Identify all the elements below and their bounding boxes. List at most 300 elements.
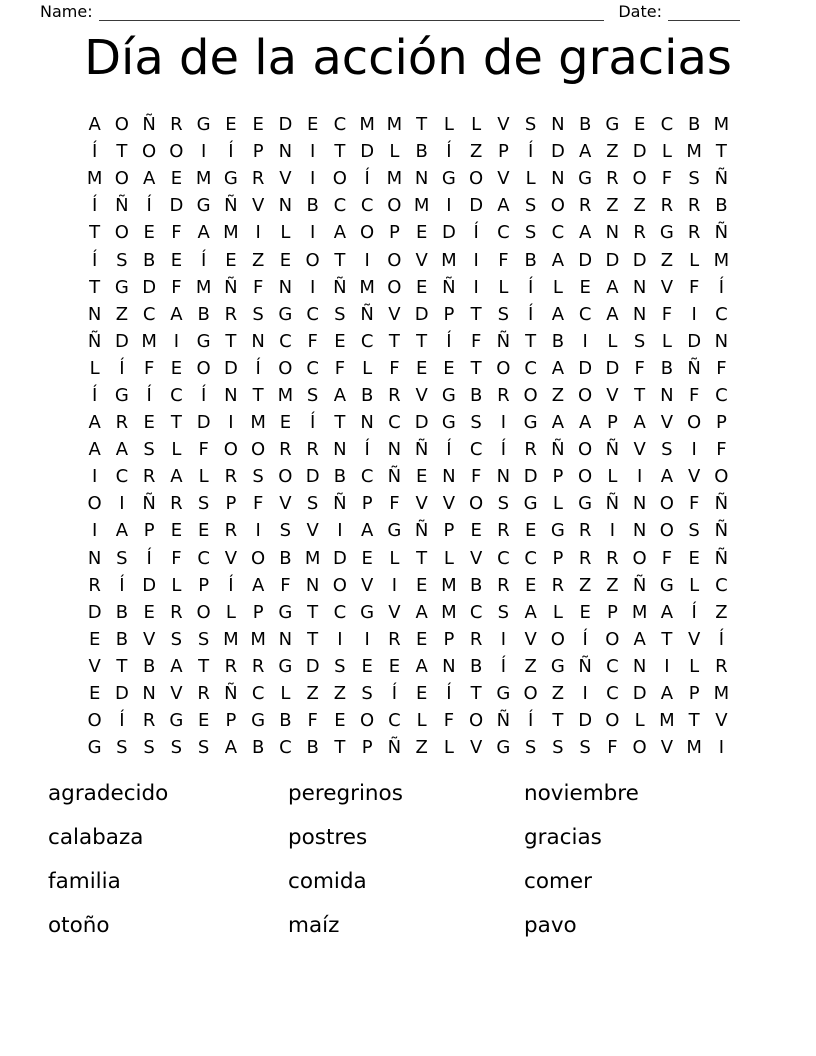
grid-letter-r8-c19[interactable]: C bbox=[578, 303, 592, 325]
grid-letter-r3-c2[interactable]: O bbox=[114, 168, 129, 190]
grid-letter-r19-c2[interactable]: B bbox=[115, 601, 129, 623]
grid-letter-r10-c1[interactable]: L bbox=[89, 357, 100, 379]
grid-letter-r17-c14[interactable]: L bbox=[443, 547, 454, 569]
grid-letter-r14-c5[interactable]: L bbox=[198, 466, 209, 488]
grid-letter-r14-c18[interactable]: P bbox=[552, 466, 564, 488]
grid-letter-r24-c24[interactable]: I bbox=[718, 737, 725, 759]
grid-letter-r8-c17[interactable]: Í bbox=[527, 303, 534, 325]
grid-letter-r24-c23[interactable]: M bbox=[686, 737, 702, 759]
grid-letter-r7-c15[interactable]: I bbox=[473, 276, 479, 298]
grid-letter-r13-c7[interactable]: O bbox=[251, 439, 266, 461]
grid-letter-r15-c3[interactable]: Ñ bbox=[142, 493, 156, 515]
grid-letter-r3-c20[interactable]: R bbox=[606, 168, 619, 190]
grid-letter-r22-c19[interactable]: I bbox=[582, 683, 588, 705]
grid-letter-r14-c4[interactable]: A bbox=[170, 466, 183, 488]
grid-letter-r18-c21[interactable]: Ñ bbox=[632, 574, 647, 596]
grid-letter-r24-c4[interactable]: S bbox=[170, 737, 183, 759]
grid-letter-r16-c2[interactable]: A bbox=[115, 520, 129, 542]
grid-letter-r17-c23[interactable]: E bbox=[688, 547, 700, 569]
grid-letter-r14-c19[interactable]: O bbox=[578, 466, 593, 488]
grid-letter-r7-c20[interactable]: A bbox=[606, 276, 619, 298]
grid-letter-r17-c3[interactable]: Í bbox=[146, 547, 152, 569]
grid-letter-r7-c10[interactable]: Ñ bbox=[333, 276, 347, 298]
grid-letter-r20-c19[interactable]: Í bbox=[582, 628, 588, 650]
grid-letter-r18-c20[interactable]: Z bbox=[606, 574, 619, 596]
grid-letter-r5-c3[interactable]: E bbox=[143, 222, 155, 244]
grid-letter-r10-c18[interactable]: A bbox=[551, 357, 565, 379]
grid-letter-r21-c6[interactable]: R bbox=[224, 655, 238, 677]
grid-letter-r10-c7[interactable]: Í bbox=[255, 357, 261, 379]
grid-letter-r5-c13[interactable]: E bbox=[415, 222, 428, 244]
grid-letter-r20-c22[interactable]: T bbox=[661, 628, 673, 650]
grid-letter-r2-c19[interactable]: A bbox=[578, 141, 592, 163]
grid-letter-r23-c8[interactable]: B bbox=[279, 710, 292, 732]
grid-letter-r9-c4[interactable]: I bbox=[173, 330, 180, 352]
grid-letter-r23-c17[interactable]: Í bbox=[527, 710, 534, 732]
grid-letter-r12-c9[interactable]: Í bbox=[309, 412, 316, 434]
grid-letter-r20-c24[interactable]: Í bbox=[718, 628, 725, 650]
grid-letter-r13-c12[interactable]: N bbox=[387, 439, 402, 461]
grid-letter-r14-c14[interactable]: N bbox=[442, 466, 456, 488]
grid-letter-r8-c14[interactable]: P bbox=[443, 303, 455, 325]
grid-letter-r9-c19[interactable]: I bbox=[582, 330, 588, 352]
grid-letter-r7-c22[interactable]: V bbox=[660, 276, 674, 298]
grid-letter-r5-c11[interactable]: O bbox=[360, 222, 375, 244]
grid-letter-r23-c20[interactable]: O bbox=[605, 710, 620, 732]
grid-letter-r22-c23[interactable]: P bbox=[688, 683, 700, 705]
grid-letter-r6-c7[interactable]: Z bbox=[251, 249, 265, 271]
grid-letter-r16-c10[interactable]: I bbox=[337, 520, 343, 542]
grid-letter-r3-c9[interactable]: I bbox=[309, 168, 316, 190]
grid-letter-r9-c15[interactable]: F bbox=[470, 330, 482, 352]
grid-letter-r15-c11[interactable]: P bbox=[361, 493, 373, 515]
grid-letter-r4-c2[interactable]: Ñ bbox=[115, 195, 129, 217]
grid-letter-r4-c17[interactable]: S bbox=[524, 195, 537, 217]
grid-letter-r13-c23[interactable]: I bbox=[691, 439, 697, 461]
grid-letter-r6-c2[interactable]: S bbox=[116, 249, 128, 271]
grid-letter-r10-c10[interactable]: F bbox=[334, 357, 346, 379]
grid-letter-r7-c21[interactable]: N bbox=[632, 276, 647, 298]
grid-letter-r3-c23[interactable]: S bbox=[688, 168, 700, 190]
grid-letter-r5-c6[interactable]: M bbox=[223, 222, 239, 244]
grid-letter-r6-c11[interactable]: I bbox=[364, 249, 370, 271]
grid-letter-r13-c1[interactable]: A bbox=[88, 439, 101, 461]
grid-letter-r13-c13[interactable]: Ñ bbox=[414, 439, 429, 461]
grid-letter-r7-c1[interactable]: T bbox=[89, 276, 101, 298]
grid-letter-r7-c4[interactable]: F bbox=[171, 276, 182, 298]
grid-letter-r7-c12[interactable]: O bbox=[387, 276, 402, 298]
grid-letter-r16-c21[interactable]: N bbox=[632, 520, 647, 542]
grid-letter-r13-c6[interactable]: O bbox=[223, 439, 238, 461]
grid-letter-r24-c19[interactable]: S bbox=[579, 737, 591, 759]
grid-letter-r5-c2[interactable]: O bbox=[114, 222, 129, 244]
grid-letter-r10-c20[interactable]: D bbox=[605, 357, 620, 379]
grid-letter-r24-c16[interactable]: G bbox=[496, 737, 511, 759]
grid-letter-r22-c7[interactable]: C bbox=[251, 683, 265, 705]
grid-letter-r11-c14[interactable]: G bbox=[441, 384, 456, 406]
grid-letter-r2-c17[interactable]: Í bbox=[527, 141, 534, 163]
grid-letter-r4-c4[interactable]: D bbox=[169, 195, 184, 217]
grid-letter-r22-c5[interactable]: R bbox=[197, 683, 210, 705]
grid-letter-r19-c24[interactable]: Z bbox=[715, 601, 728, 623]
grid-letter-r16-c7[interactable]: I bbox=[255, 520, 261, 542]
grid-letter-r5-c9[interactable]: I bbox=[309, 222, 316, 244]
grid-letter-r22-c2[interactable]: D bbox=[114, 683, 129, 705]
grid-letter-r13-c20[interactable]: Ñ bbox=[605, 439, 620, 461]
grid-letter-r14-c24[interactable]: O bbox=[714, 466, 729, 488]
grid-letter-r8-c24[interactable]: C bbox=[715, 303, 728, 325]
grid-letter-r18-c17[interactable]: E bbox=[524, 574, 537, 596]
grid-letter-r19-c7[interactable]: P bbox=[252, 601, 264, 623]
grid-letter-r12-c4[interactable]: T bbox=[170, 412, 182, 434]
grid-letter-r9-c24[interactable]: N bbox=[714, 330, 729, 352]
grid-letter-r15-c23[interactable]: F bbox=[688, 493, 700, 515]
grid-letter-r2-c2[interactable]: T bbox=[116, 141, 128, 163]
grid-letter-r18-c15[interactable]: B bbox=[469, 574, 483, 596]
grid-letter-r11-c24[interactable]: C bbox=[715, 384, 728, 406]
grid-letter-r17-c12[interactable]: L bbox=[389, 547, 400, 569]
grid-letter-r5-c10[interactable]: A bbox=[333, 222, 347, 244]
grid-letter-r9-c23[interactable]: D bbox=[687, 330, 702, 352]
grid-letter-r7-c18[interactable]: L bbox=[552, 276, 563, 298]
grid-letter-r2-c10[interactable]: T bbox=[334, 141, 346, 163]
grid-letter-r15-c13[interactable]: V bbox=[415, 493, 428, 515]
grid-letter-r17-c18[interactable]: P bbox=[552, 547, 564, 569]
grid-letter-r3-c21[interactable]: O bbox=[632, 168, 647, 190]
grid-letter-r22-c13[interactable]: E bbox=[415, 683, 428, 705]
grid-letter-r19-c11[interactable]: G bbox=[360, 601, 375, 623]
grid-letter-r2-c1[interactable]: Í bbox=[91, 141, 98, 163]
grid-letter-r10-c8[interactable]: O bbox=[278, 357, 293, 379]
grid-letter-r2-c7[interactable]: P bbox=[252, 141, 264, 163]
grid-letter-r23-c1[interactable]: O bbox=[87, 710, 102, 732]
grid-letter-r2-c8[interactable]: N bbox=[278, 141, 293, 163]
grid-letter-r16-c19[interactable]: R bbox=[578, 520, 592, 542]
grid-letter-r23-c21[interactable]: L bbox=[634, 710, 645, 732]
grid-letter-r16-c9[interactable]: V bbox=[306, 520, 319, 542]
grid-letter-r14-c7[interactable]: S bbox=[252, 466, 264, 488]
grid-letter-r11-c18[interactable]: Z bbox=[551, 384, 565, 406]
grid-letter-r20-c20[interactable]: O bbox=[605, 628, 620, 650]
grid-letter-r22-c10[interactable]: Z bbox=[333, 683, 347, 705]
grid-letter-r10-c11[interactable]: L bbox=[362, 357, 373, 379]
grid-letter-r17-c4[interactable]: F bbox=[171, 547, 182, 569]
grid-letter-r19-c21[interactable]: M bbox=[631, 601, 648, 623]
grid-letter-r21-c12[interactable]: E bbox=[388, 655, 401, 677]
grid-letter-r5-c24[interactable]: Ñ bbox=[714, 222, 729, 244]
grid-letter-r20-c2[interactable]: B bbox=[115, 628, 129, 650]
grid-letter-r8-c15[interactable]: T bbox=[470, 303, 482, 325]
grid-letter-r3-c1[interactable]: M bbox=[86, 168, 103, 190]
grid-letter-r7-c13[interactable]: E bbox=[415, 276, 428, 298]
grid-letter-r24-c22[interactable]: V bbox=[660, 737, 674, 759]
grid-letter-r4-c13[interactable]: M bbox=[413, 195, 430, 217]
grid-letter-r5-c20[interactable]: N bbox=[605, 222, 620, 244]
grid-letter-r9-c18[interactable]: B bbox=[551, 330, 565, 352]
grid-letter-r8-c10[interactable]: S bbox=[334, 303, 346, 325]
grid-letter-r19-c20[interactable]: P bbox=[606, 601, 618, 623]
grid-letter-r3-c5[interactable]: M bbox=[195, 168, 212, 190]
grid-letter-r12-c5[interactable]: D bbox=[196, 412, 211, 434]
grid-letter-r18-c1[interactable]: R bbox=[88, 574, 101, 596]
grid-letter-r20-c4[interactable]: S bbox=[170, 628, 183, 650]
grid-letter-r14-c20[interactable]: L bbox=[607, 466, 618, 488]
grid-letter-r8-c4[interactable]: A bbox=[170, 303, 183, 325]
grid-letter-r20-c15[interactable]: R bbox=[469, 628, 483, 650]
grid-letter-r18-c18[interactable]: R bbox=[551, 574, 565, 596]
grid-letter-r18-c4[interactable]: L bbox=[171, 574, 182, 596]
grid-letter-r13-c11[interactable]: Í bbox=[364, 439, 370, 461]
grid-letter-r17-c16[interactable]: C bbox=[497, 547, 510, 569]
grid-letter-r19-c19[interactable]: E bbox=[579, 601, 591, 623]
grid-letter-r6-c12[interactable]: O bbox=[387, 249, 402, 271]
grid-letter-r3-c11[interactable]: Í bbox=[364, 168, 370, 190]
grid-letter-r11-c1[interactable]: Í bbox=[91, 384, 98, 406]
grid-letter-r22-c8[interactable]: L bbox=[280, 683, 291, 705]
grid-letter-r19-c4[interactable]: R bbox=[170, 601, 183, 623]
grid-letter-r15-c17[interactable]: G bbox=[523, 493, 538, 515]
grid-letter-r13-c9[interactable]: R bbox=[306, 439, 319, 461]
grid-letter-r14-c9[interactable]: D bbox=[305, 466, 320, 488]
grid-letter-r13-c3[interactable]: S bbox=[143, 439, 155, 461]
grid-letter-r16-c3[interactable]: P bbox=[143, 520, 155, 542]
grid-letter-r24-c6[interactable]: A bbox=[224, 737, 238, 759]
grid-letter-r15-c24[interactable]: Ñ bbox=[714, 493, 729, 515]
grid-letter-r11-c23[interactable]: F bbox=[688, 384, 700, 406]
grid-letter-r8-c2[interactable]: Z bbox=[115, 303, 129, 325]
grid-letter-r5-c16[interactable]: C bbox=[497, 222, 510, 244]
grid-letter-r12-c1[interactable]: A bbox=[88, 412, 101, 434]
grid-letter-r16-c8[interactable]: S bbox=[279, 520, 292, 542]
grid-letter-r14-c10[interactable]: B bbox=[333, 466, 347, 488]
grid-letter-r20-c8[interactable]: N bbox=[278, 628, 293, 650]
grid-letter-r6-c24[interactable]: M bbox=[713, 249, 730, 271]
grid-letter-r23-c4[interactable]: G bbox=[169, 710, 184, 732]
grid-letter-r21-c21[interactable]: N bbox=[632, 655, 647, 677]
grid-letter-r20-c13[interactable]: E bbox=[415, 628, 428, 650]
grid-letter-r15-c18[interactable]: L bbox=[552, 493, 563, 515]
grid-letter-r24-c17[interactable]: S bbox=[524, 737, 537, 759]
grid-letter-r15-c10[interactable]: Ñ bbox=[333, 493, 347, 515]
grid-letter-r17-c15[interactable]: V bbox=[469, 547, 483, 569]
grid-letter-r21-c23[interactable]: L bbox=[689, 655, 700, 677]
grid-letter-r5-c8[interactable]: L bbox=[280, 222, 291, 244]
grid-letter-r22-c17[interactable]: O bbox=[523, 683, 538, 705]
grid-letter-r2-c18[interactable]: D bbox=[550, 141, 565, 163]
grid-letter-r1-c1[interactable]: A bbox=[88, 114, 101, 136]
grid-letter-r24-c1[interactable]: G bbox=[87, 737, 102, 759]
grid-letter-r11-c9[interactable]: S bbox=[306, 384, 319, 406]
grid-letter-r9-c5[interactable]: G bbox=[196, 330, 211, 352]
grid-letter-r4-c16[interactable]: A bbox=[497, 195, 510, 217]
grid-letter-r15-c8[interactable]: V bbox=[279, 493, 292, 515]
grid-letter-r13-c10[interactable]: N bbox=[333, 439, 347, 461]
grid-letter-r7-c6[interactable]: Ñ bbox=[224, 276, 238, 298]
grid-letter-r19-c1[interactable]: D bbox=[87, 601, 102, 623]
grid-letter-r7-c7[interactable]: F bbox=[252, 276, 264, 298]
grid-letter-r19-c13[interactable]: A bbox=[415, 601, 428, 623]
grid-letter-r7-c5[interactable]: M bbox=[195, 276, 212, 298]
grid-letter-r19-c6[interactable]: L bbox=[225, 601, 236, 623]
grid-letter-r12-c14[interactable]: G bbox=[441, 412, 456, 434]
grid-letter-r18-c22[interactable]: G bbox=[659, 574, 674, 596]
grid-letter-r16-c1[interactable]: I bbox=[91, 520, 98, 542]
grid-letter-r13-c14[interactable]: Í bbox=[446, 439, 452, 461]
grid-letter-r9-c17[interactable]: T bbox=[525, 330, 537, 352]
grid-letter-r16-c13[interactable]: Ñ bbox=[414, 520, 429, 542]
grid-letter-r1-c11[interactable]: M bbox=[359, 114, 375, 136]
grid-letter-r19-c18[interactable]: L bbox=[552, 601, 563, 623]
grid-letter-r15-c12[interactable]: F bbox=[389, 493, 400, 515]
grid-letter-r5-c1[interactable]: T bbox=[89, 222, 101, 244]
grid-letter-r7-c3[interactable]: D bbox=[142, 276, 157, 298]
grid-letter-r22-c3[interactable]: N bbox=[142, 683, 156, 705]
grid-letter-r20-c23[interactable]: V bbox=[687, 628, 701, 650]
grid-letter-r1-c22[interactable]: C bbox=[660, 114, 674, 136]
grid-letter-r9-c10[interactable]: E bbox=[334, 330, 346, 352]
grid-letter-r1-c14[interactable]: L bbox=[443, 114, 454, 136]
grid-letter-r7-c2[interactable]: G bbox=[114, 276, 129, 298]
grid-letter-r1-c8[interactable]: D bbox=[278, 114, 293, 136]
grid-letter-r3-c18[interactable]: N bbox=[551, 168, 565, 190]
grid-letter-r1-c13[interactable]: T bbox=[416, 114, 428, 136]
grid-letter-r7-c23[interactable]: F bbox=[688, 276, 700, 298]
grid-letter-r11-c12[interactable]: R bbox=[388, 384, 401, 406]
grid-letter-r1-c19[interactable]: B bbox=[578, 114, 592, 136]
grid-letter-r13-c19[interactable]: O bbox=[578, 439, 593, 461]
grid-letter-r11-c19[interactable]: O bbox=[578, 384, 593, 406]
grid-letter-r1-c10[interactable]: C bbox=[333, 114, 347, 136]
grid-letter-r17-c6[interactable]: V bbox=[224, 547, 238, 569]
grid-letter-r5-c17[interactable]: S bbox=[524, 222, 537, 244]
grid-letter-r4-c9[interactable]: B bbox=[306, 195, 319, 217]
grid-letter-r8-c20[interactable]: A bbox=[606, 303, 619, 325]
grid-letter-r16-c22[interactable]: O bbox=[659, 520, 674, 542]
grid-letter-r12-c24[interactable]: P bbox=[715, 412, 727, 434]
grid-letter-r7-c8[interactable]: N bbox=[278, 276, 293, 298]
grid-letter-r3-c7[interactable]: R bbox=[251, 168, 265, 190]
grid-letter-r20-c7[interactable]: M bbox=[250, 628, 266, 650]
grid-letter-r8-c1[interactable]: N bbox=[87, 303, 102, 325]
grid-letter-r13-c18[interactable]: Ñ bbox=[551, 439, 565, 461]
grid-letter-r16-c24[interactable]: Ñ bbox=[714, 520, 729, 542]
grid-letter-r24-c9[interactable]: B bbox=[306, 737, 319, 759]
grid-letter-r9-c2[interactable]: D bbox=[114, 330, 129, 352]
grid-letter-r11-c16[interactable]: R bbox=[497, 384, 510, 406]
grid-letter-r4-c10[interactable]: C bbox=[333, 195, 347, 217]
grid-letter-r10-c13[interactable]: E bbox=[415, 357, 428, 379]
grid-letter-r8-c7[interactable]: S bbox=[252, 303, 264, 325]
grid-letter-r19-c10[interactable]: C bbox=[333, 601, 347, 623]
grid-letter-r6-c1[interactable]: Í bbox=[91, 249, 98, 271]
grid-letter-r18-c16[interactable]: R bbox=[497, 574, 510, 596]
grid-letter-r8-c3[interactable]: C bbox=[142, 303, 156, 325]
grid-letter-r23-c12[interactable]: C bbox=[388, 710, 401, 732]
grid-letter-r4-c1[interactable]: Í bbox=[91, 195, 98, 217]
grid-letter-r16-c16[interactable]: R bbox=[497, 520, 510, 542]
grid-letter-r3-c22[interactable]: F bbox=[661, 168, 673, 190]
grid-letter-r16-c23[interactable]: S bbox=[688, 520, 700, 542]
grid-letter-r17-c17[interactable]: C bbox=[524, 547, 537, 569]
grid-letter-r17-c19[interactable]: R bbox=[578, 547, 592, 569]
grid-letter-r4-c5[interactable]: G bbox=[196, 195, 211, 217]
grid-letter-r3-c12[interactable]: M bbox=[386, 168, 403, 190]
grid-letter-r22-c21[interactable]: D bbox=[632, 683, 647, 705]
grid-letter-r10-c15[interactable]: T bbox=[470, 357, 482, 379]
grid-letter-r20-c5[interactable]: S bbox=[197, 628, 210, 650]
grid-letter-r2-c21[interactable]: D bbox=[632, 141, 647, 163]
grid-letter-r3-c10[interactable]: O bbox=[332, 168, 347, 190]
grid-letter-r6-c3[interactable]: B bbox=[142, 249, 156, 271]
grid-letter-r2-c15[interactable]: Z bbox=[469, 141, 483, 163]
grid-letter-r10-c12[interactable]: F bbox=[389, 357, 400, 379]
grid-letter-r12-c17[interactable]: G bbox=[523, 412, 538, 434]
grid-letter-r1-c3[interactable]: Ñ bbox=[142, 114, 156, 136]
grid-letter-r15-c19[interactable]: G bbox=[578, 493, 593, 515]
grid-letter-r8-c8[interactable]: G bbox=[278, 303, 293, 325]
grid-letter-r4-c14[interactable]: I bbox=[446, 195, 452, 217]
grid-letter-r20-c14[interactable]: P bbox=[443, 628, 455, 650]
grid-letter-r6-c21[interactable]: D bbox=[632, 249, 647, 271]
grid-letter-r7-c17[interactable]: Í bbox=[527, 276, 534, 298]
grid-letter-r16-c12[interactable]: G bbox=[387, 520, 402, 542]
grid-letter-r3-c13[interactable]: N bbox=[414, 168, 429, 190]
grid-letter-r11-c21[interactable]: T bbox=[634, 384, 646, 406]
grid-letter-r23-c7[interactable]: G bbox=[251, 710, 266, 732]
grid-letter-r13-c4[interactable]: L bbox=[171, 439, 182, 461]
grid-letter-r10-c9[interactable]: C bbox=[306, 357, 319, 379]
grid-letter-r21-c10[interactable]: S bbox=[334, 655, 346, 677]
grid-letter-r24-c2[interactable]: S bbox=[116, 737, 128, 759]
grid-letter-r23-c14[interactable]: F bbox=[443, 710, 455, 732]
grid-letter-r16-c20[interactable]: I bbox=[609, 520, 616, 542]
grid-letter-r9-c3[interactable]: M bbox=[141, 330, 157, 352]
grid-letter-r14-c13[interactable]: E bbox=[415, 466, 428, 488]
grid-letter-r17-c20[interactable]: R bbox=[606, 547, 619, 569]
grid-letter-r21-c19[interactable]: Ñ bbox=[578, 655, 592, 677]
grid-letter-r11-c10[interactable]: A bbox=[333, 384, 347, 406]
grid-letter-r23-c13[interactable]: L bbox=[416, 710, 427, 732]
grid-letter-r5-c23[interactable]: R bbox=[687, 222, 701, 244]
grid-letter-r4-c11[interactable]: C bbox=[360, 195, 374, 217]
grid-letter-r1-c20[interactable]: G bbox=[605, 114, 620, 136]
grid-letter-r19-c9[interactable]: T bbox=[307, 601, 319, 623]
grid-letter-r5-c5[interactable]: A bbox=[197, 222, 210, 244]
grid-letter-r2-c11[interactable]: D bbox=[360, 141, 375, 163]
grid-letter-r18-c24[interactable]: C bbox=[715, 574, 728, 596]
grid-letter-r12-c11[interactable]: N bbox=[360, 412, 374, 434]
grid-letter-r20-c17[interactable]: V bbox=[524, 628, 537, 650]
grid-letter-r10-c22[interactable]: B bbox=[660, 357, 674, 379]
grid-letter-r21-c4[interactable]: A bbox=[170, 655, 183, 677]
grid-letter-r21-c8[interactable]: G bbox=[278, 655, 293, 677]
grid-letter-r16-c18[interactable]: G bbox=[550, 520, 565, 542]
grid-letter-r17-c9[interactable]: M bbox=[304, 547, 321, 569]
grid-letter-r16-c5[interactable]: E bbox=[197, 520, 210, 542]
grid-letter-r20-c9[interactable]: T bbox=[307, 628, 319, 650]
grid-letter-r3-c16[interactable]: V bbox=[497, 168, 510, 190]
grid-letter-r13-c8[interactable]: R bbox=[279, 439, 292, 461]
grid-letter-r7-c19[interactable]: E bbox=[579, 276, 591, 298]
grid-letter-r12-c10[interactable]: T bbox=[334, 412, 346, 434]
grid-letter-r15-c4[interactable]: R bbox=[170, 493, 183, 515]
grid-letter-r15-c5[interactable]: S bbox=[197, 493, 210, 515]
grid-letter-r19-c16[interactable]: S bbox=[497, 601, 510, 623]
grid-letter-r7-c14[interactable]: Ñ bbox=[442, 276, 456, 298]
grid-letter-r23-c3[interactable]: R bbox=[142, 710, 156, 732]
grid-letter-r18-c3[interactable]: D bbox=[142, 574, 157, 596]
grid-letter-r4-c24[interactable]: B bbox=[715, 195, 728, 217]
